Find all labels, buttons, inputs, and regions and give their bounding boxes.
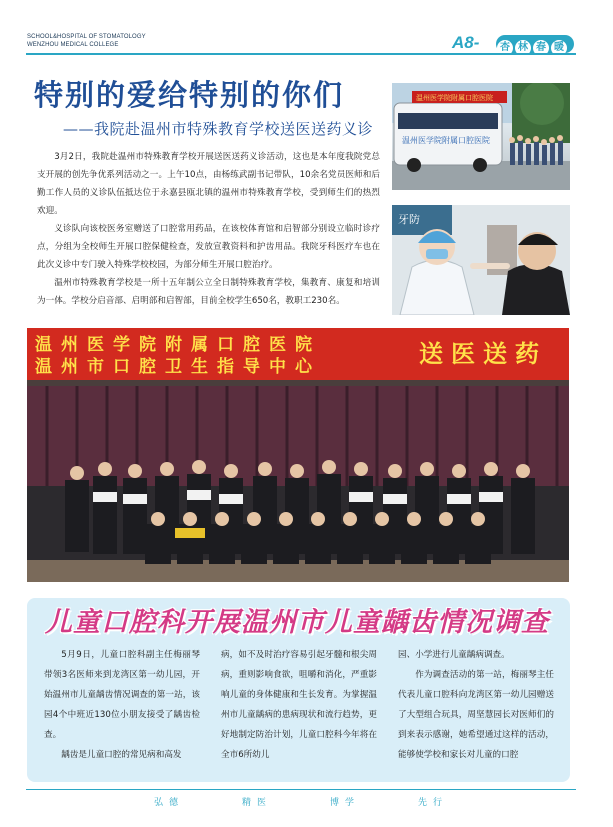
article1-title: 特别的爱给特别的你们 <box>34 78 345 112</box>
dental-bus-illustration <box>392 83 570 190</box>
banner-line2: 温州市口腔卫生指导中心 <box>35 357 321 377</box>
section-char: 杏 <box>497 40 513 56</box>
dental-bus-photo <box>392 83 570 190</box>
article2-column-2 <box>221 645 377 765</box>
article1-paragraph: 3月2日，我院赴温州市特殊教育学校开展送医送药义诊活动，这也是本年度我院党总支开展的创先争优系列活动之一。上午10点，由杨练武副书记带队，10余名党员医师和后勤工作人员的义诊队伍抵达位于永嘉县瓯北镇的温州市特殊教育学校，受到师生们的热烈欢迎。 <box>37 152 380 216</box>
article2-paragraph: 5月9日，儿童口腔科副主任梅丽琴带领3名医师来到龙湾区第一幼儿园，开始温州市儿童龋齿情况调查的第一站，该园4个中班近130位小朋友接受了龋齿检查。 <box>44 650 200 740</box>
footer-divider <box>26 789 576 790</box>
section-char: 暖 <box>551 40 567 56</box>
section-char: 春 <box>533 40 549 56</box>
article2-paragraph: 园、小学进行儿童龋病调查。 <box>398 650 510 660</box>
group-photo-illustration <box>27 328 569 582</box>
article1-paragraph: 义诊队向该校医务室赠送了口腔常用药品，在该校体育馆和启智部分别设立临时诊疗点，分组为全校师生开展口腔保健检查，发放宣教资料和护齿用品。我院牙科医疗车也在此次义诊中专门驶入特殊学校校园，为部分师生开展口腔治疗。 <box>37 224 380 270</box>
article1-body <box>37 148 380 310</box>
college-name-en-line2: WENZHOU MEDICAL COLLEGE <box>27 42 119 48</box>
bus-banner-text: 温州医学院附属口腔医院 <box>416 94 493 102</box>
bus-side-text: 温州医学院附属口腔医院 <box>402 136 490 145</box>
dental-exam-photo <box>392 205 570 315</box>
section-badge <box>496 35 574 53</box>
article2-column-3 <box>398 645 554 765</box>
article2-paragraph: 龋齿是儿童口腔的常见病和高发 <box>61 750 182 760</box>
footer-motto <box>26 795 576 808</box>
article2-title: 儿童口腔科开展温州市儿童龋齿情况调查 <box>45 607 549 638</box>
dental-exam-illustration <box>392 205 570 315</box>
motto-item: 博学 <box>330 798 361 808</box>
header-divider <box>26 53 576 55</box>
banner-line1: 温州医学院附属口腔医院 <box>35 335 321 355</box>
article1-subtitle: ——我院赴温州市特殊教育学校送医送药义诊 <box>63 120 374 138</box>
article1-paragraph: 温州市特殊教育学校是一所十五年制公立全日制特殊教育学校，集教育、康复和培训为一体。学校分启音部、启明部和启智部，目前全校学生650名，教职工230名。 <box>37 278 380 306</box>
article2-paragraph: 病，如不及时治疗容易引起牙髓和根尖周病，重则影响食欲，咀嚼和消化，严重影响儿童的身体健康和生长发育。为掌握温州市儿童龋病的患病现状和流行趋势，更好地制定防治计划，儿童口腔科今年将在全市6所幼儿 <box>221 650 377 760</box>
article2-column-1 <box>44 645 200 765</box>
clinic-sign-text: 牙防 <box>398 213 420 226</box>
college-name-en <box>27 33 146 49</box>
college-name-en-line1: SCHOOL&HOSPITAL OF STOMATOLOGY <box>27 34 146 40</box>
banner-right: 送医送药 <box>419 340 547 368</box>
motto-item: 精医 <box>241 798 272 808</box>
section-char: 林 <box>515 40 531 56</box>
motto-item: 先行 <box>418 798 449 808</box>
group-photo <box>27 328 569 582</box>
motto-item: 弘德 <box>153 798 184 808</box>
page-number: A8- <box>452 33 480 52</box>
article2-paragraph: 作为调查活动的第一站，梅丽琴主任代表儿童口腔科向龙湾区第一幼儿园赠送了大型组合玩具，周坚慧园长对医师们的到来表示感谢，她希望通过这样的活动，能够使学校和家长对儿童的口腔 <box>398 670 554 760</box>
